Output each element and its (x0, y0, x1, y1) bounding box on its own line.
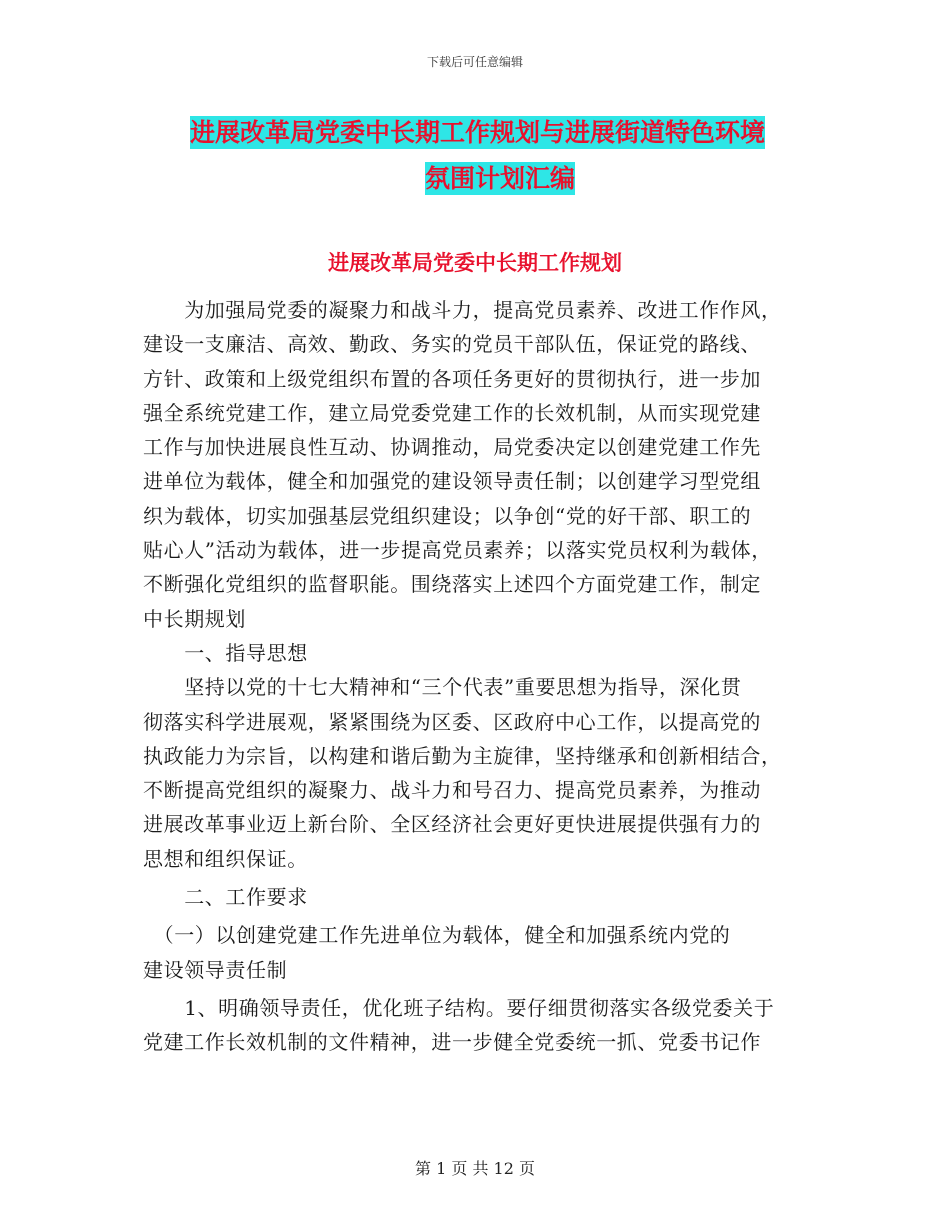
body-line: 强全系统党建工作，建立局党委党建工作的长效机制，从而实现党建 (143, 400, 761, 425)
section-title: 进展改革局党委中长期工作规划 (328, 251, 622, 275)
heading-guiding-thought: 一、指导思想 (143, 640, 308, 665)
body-line: 贴心人”活动为载体，进一步提高党员素养；以落实党员权利为载体， (143, 538, 772, 563)
heading-work-requirements: 二、工作要求 (143, 885, 308, 910)
title-line-2: 氛围计划汇编 (424, 164, 575, 193)
body-line: 中长期规划 (143, 606, 246, 631)
body-line: 不断提高党组织的凝聚力、战斗力和号召力、提高党员素养，为推动 (143, 778, 761, 803)
header-note: 下载后可任意编辑 (426, 55, 523, 69)
body-line: 彻落实科学进展观，紧紧围绕为区委、区政府中心工作，以提高党的 (143, 709, 761, 734)
page-footer: 第 1 页 共 12 页 (415, 1159, 535, 1178)
body-line: 思想和组织保证。 (143, 846, 308, 871)
body-line: 坚持以党的十七大精神和“三个代表”重要思想为指导，深化贯 (143, 675, 742, 700)
body-line: 1、明确领导责任，优化班子结构。要仔细贯彻落实各级党委关于 (143, 995, 775, 1020)
document-title (190, 110, 810, 202)
body-text (143, 293, 823, 1060)
title-line-1: 进展改革局党委中长期工作规划与进展街道特色环境 (190, 118, 766, 147)
body-line: 建设领导责任制 (143, 957, 288, 982)
body-line: 为加强局党委的凝聚力和战斗力，提高党员素养、改进工作作风， (143, 298, 782, 322)
body-line: 方针、政策和上级党组织布置的各项任务更好的贯彻执行，进一步加 (143, 366, 761, 391)
body-line: 工作与加快进展良性互动、协调推动，局党委决定以创建党建工作先 (143, 435, 761, 460)
body-line: 进单位为载体，健全和加强党的建设领导责任制；以创建学习型党组 (143, 469, 761, 494)
body-line: 织为载体，切实加强基层党组织建设；以争创“党的好干部、职工的 (143, 503, 752, 528)
body-line: 建设一支廉洁、高效、勤政、务实的党员干部队伍，保证党的路线、 (143, 332, 761, 357)
body-line: 进展改革事业迈上新台阶、全区经济社会更好更快进展提供强有力的 (143, 812, 761, 837)
body-line: （一）以创建党建工作先进单位为载体，健全和加强系统内党的 (143, 923, 731, 948)
body-line: 党建工作长效机制的文件精神，进一步健全党委统一抓、党委书记作 (143, 1030, 761, 1055)
body-line: 执政能力为宗旨，以构建和谐后勤为主旋律，坚持继承和创新相结合， (143, 743, 782, 768)
body-line: 不断强化党组织的监督职能。围绕落实上述四个方面党建工作，制定 (143, 572, 761, 597)
